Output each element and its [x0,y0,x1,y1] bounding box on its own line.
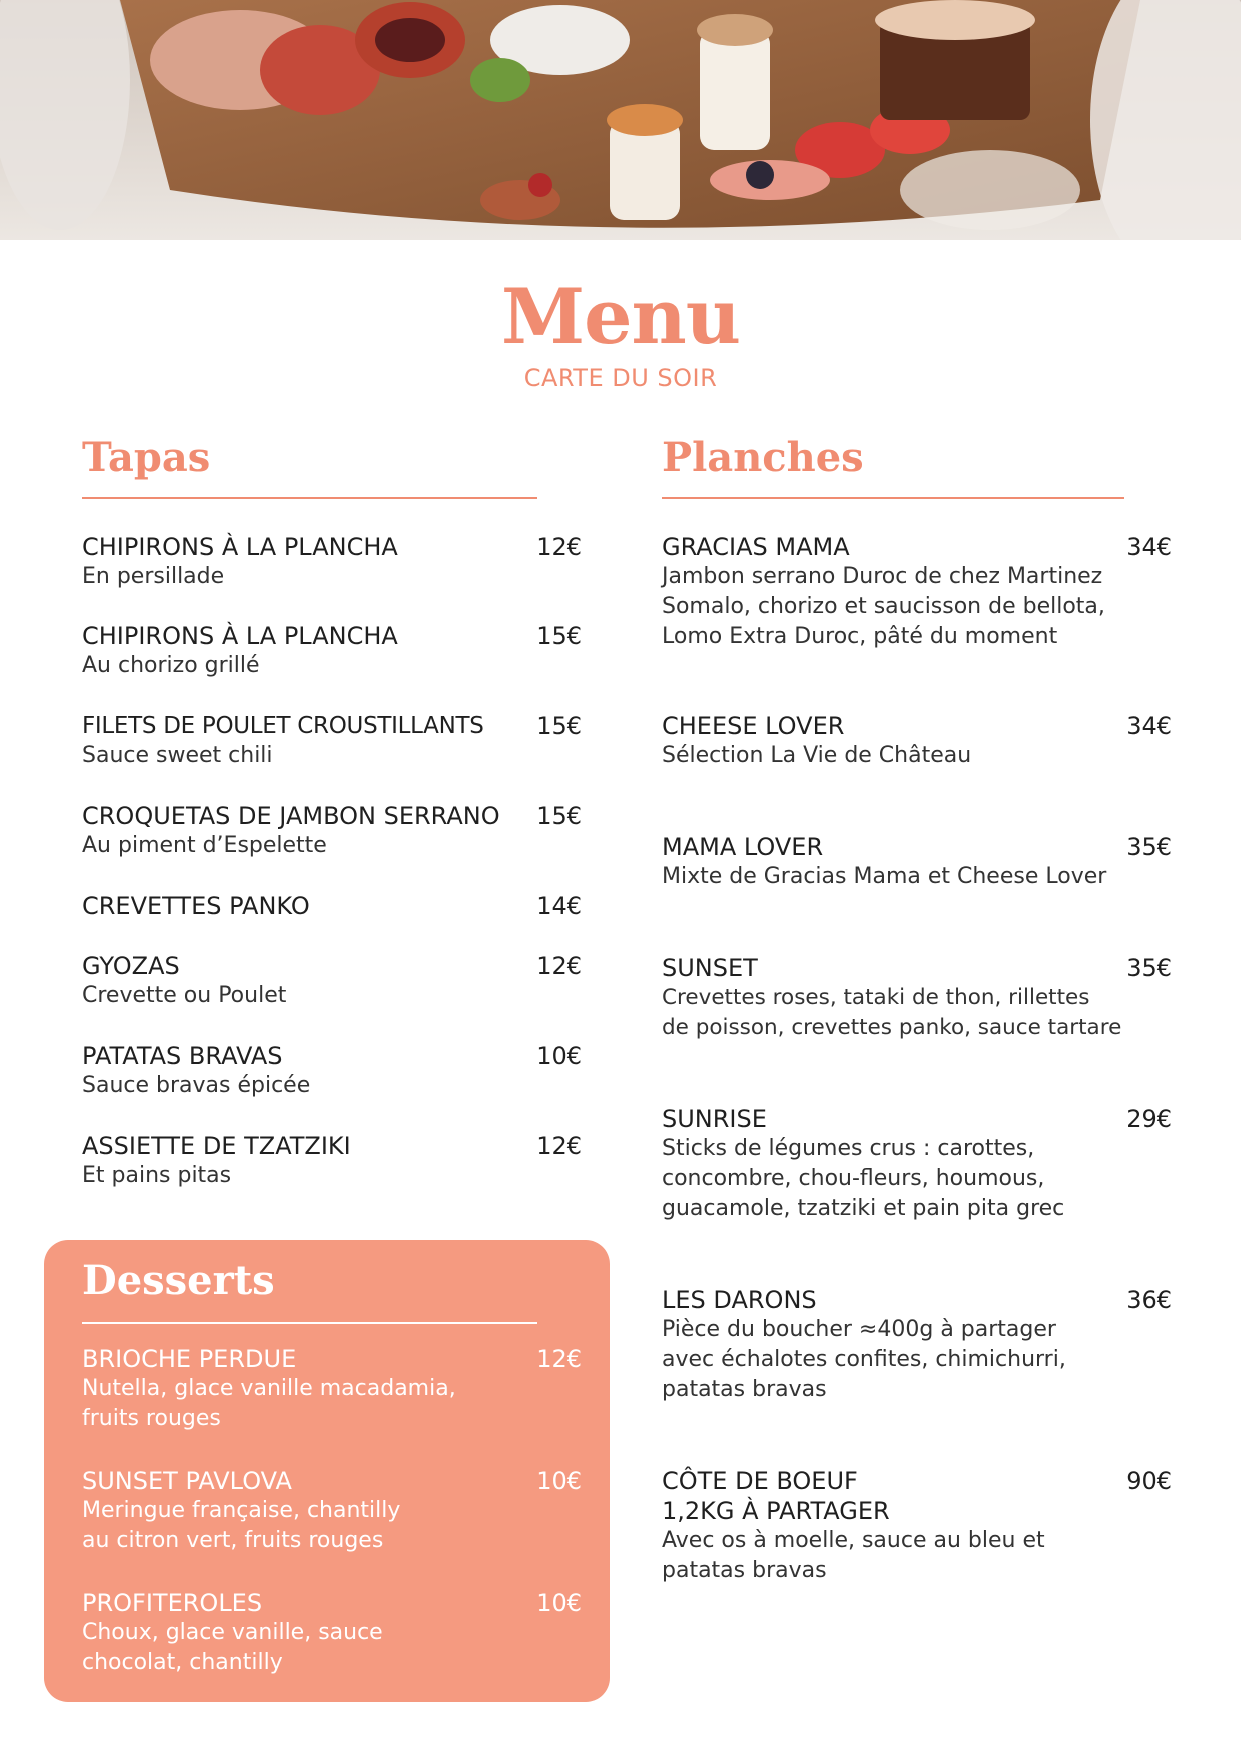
item-name: ASSIETTE DE TZATZIKI [82,1132,351,1160]
page-subtitle: CARTE DU SOIR [523,364,718,392]
item-name: CREVETTES PANKO [82,892,310,920]
hero-food-image [0,0,1241,240]
menu-item-dessert [82,1344,582,1434]
item-name: CÔTE DE BOEUF 1,2KG À PARTAGER [662,1467,890,1525]
item-desc: En persillade [82,564,225,589]
item-price: 10€ [536,1589,582,1617]
menu-item-planche [662,832,1172,892]
item-desc: Jambon serrano Duroc de chez Martinez Somalo, chorizo et saucisson de bellota, Lomo Extra Duroc, pâté du moment [662,564,1105,649]
menu-item-tapas [82,1131,582,1191]
item-name: SUNSET PAVLOVA [82,1467,292,1495]
menu-item-tapas [82,801,582,861]
item-desc: Sauce bravas épicée [82,1073,311,1098]
item-price: 15€ [536,622,582,650]
menu-item-planche [662,711,1172,771]
item-price: 90€ [1126,1467,1172,1495]
item-name: BRIOCHE PERDUE [82,1345,297,1373]
item-desc: Sauce sweet chili [82,743,273,768]
food-board-illustration [0,0,1241,240]
item-price: 12€ [536,1132,582,1160]
item-price: 15€ [536,712,582,740]
menu-item-tapas [82,532,582,592]
item-name: MAMA LOVER [662,833,824,861]
item-name: CHIPIRONS À LA PLANCHA [82,622,398,650]
item-name: LES DARONS [662,1286,817,1314]
item-desc: Avec os à moelle, sauce au bleu et patatas bravas [662,1528,1045,1583]
item-price: 34€ [1126,712,1172,740]
item-price: 12€ [536,533,582,561]
section-rule-planches [662,497,1124,499]
item-desc: Choux, glace vanille, sauce chocolat, chantilly [82,1620,383,1675]
item-desc: Au piment d’Espelette [82,833,327,858]
item-price: 29€ [1126,1105,1172,1133]
item-desc: Mixte de Gracias Mama et Cheese Lover [662,864,1107,889]
section-title-planches: Planches [662,434,864,481]
item-desc: Sticks de légumes crus : carottes, concombre, chou-fleurs, houmous, guacamole, tzatziki et pain pita grec [662,1136,1065,1221]
item-name: PATATAS BRAVAS [82,1042,283,1070]
menu-item-tapas [82,951,582,1011]
section-title-tapas: Tapas [82,434,211,481]
item-desc: Nutella, glace vanille macadamia, fruits rouges [82,1376,456,1431]
menu-item-planche [662,1466,1172,1586]
item-desc: Sélection La Vie de Château [662,743,972,768]
item-name: CHEESE LOVER [662,712,845,740]
item-price: 10€ [536,1467,582,1495]
item-price: 14€ [536,892,582,920]
item-price: 35€ [1126,833,1172,861]
item-desc: Crevette ou Poulet [82,983,287,1008]
item-price: 12€ [536,952,582,980]
menu-item-tapas [82,1041,582,1101]
menu-item-planche [662,532,1172,652]
item-name: SUNSET [662,954,758,982]
menu-item-planche [662,953,1172,1043]
desserts-panel [44,1240,610,1702]
item-name: CROQUETAS DE JAMBON SERRANO [82,802,500,830]
menu-item-tapas [82,711,582,771]
item-name: FILETS DE POULET CROUSTILLANTS [82,713,484,739]
menu-item-dessert [82,1588,582,1678]
section-rule-tapas [82,497,537,499]
item-desc: Et pains pitas [82,1163,232,1188]
menu-item-tapas [82,891,582,921]
section-rule-desserts [82,1322,537,1324]
item-price: 35€ [1126,954,1172,982]
item-desc: Pièce du boucher ≈400g à partager avec échalotes confites, chimichurri, patatas bravas [662,1317,1066,1402]
item-price: 15€ [536,802,582,830]
page-title: Menu [501,272,740,361]
section-title-desserts: Desserts [82,1257,275,1304]
item-desc: Au chorizo grillé [82,653,260,678]
item-name: SUNRISE [662,1105,767,1133]
menu-item-planche [662,1285,1172,1405]
item-name: GYOZAS [82,952,180,980]
item-price: 36€ [1126,1286,1172,1314]
item-price: 34€ [1126,533,1172,561]
item-name: GRACIAS MAMA [662,533,850,561]
menu-item-planche [662,1104,1172,1224]
menu-item-dessert [82,1466,582,1556]
item-price: 10€ [536,1042,582,1070]
item-desc: Meringue française, chantilly au citron vert, fruits rouges [82,1498,401,1553]
item-desc: Crevettes roses, tataki de thon, rillettes de poisson, crevettes panko, sauce tartare [662,985,1122,1040]
menu-item-tapas [82,621,582,681]
item-name: PROFITEROLES [82,1589,263,1617]
item-price: 12€ [536,1345,582,1373]
item-name: CHIPIRONS À LA PLANCHA [82,533,398,561]
